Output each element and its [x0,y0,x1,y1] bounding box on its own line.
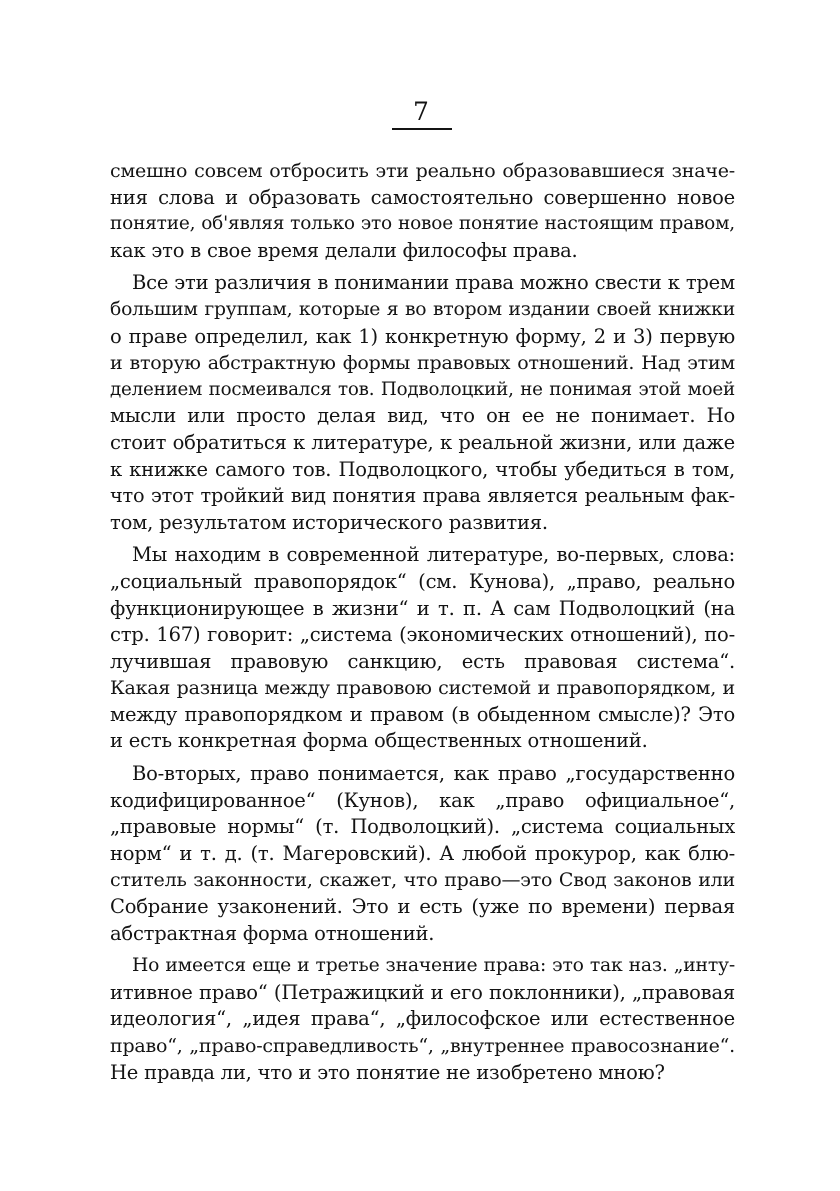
text-line: мысли или просто делая вид, что он ее не понимает. Но [110,404,735,428]
text-line: большим группам, которые я во втором издании своей книжки [110,298,735,320]
text-line: Все эти различия в понимании права можно свести к трем [132,271,735,295]
text-line: абстрактная форма отношений. [110,921,435,945]
text-line: Какая разница между правовою системой и правопорядком, и [110,677,735,700]
text-line: делением посмеивался тов. Подволоцкий, не понимая этой моей [110,378,735,400]
text-line: и вторую абстрактную формы правовых отношений. Над этим [110,352,735,375]
text-line: Собрание узаконений. Это и есть (уже по времени) первая [110,895,735,919]
text-body [110,158,735,1086]
text-line: стр. 167) говорит: „система (экономических отношений), по- [110,623,735,647]
paragraph-3 [110,542,735,755]
text-line: и есть конкретная форма общественных отношений. [110,729,648,753]
text-line: о праве определил, как 1) конкретную форму, 2 и 3) первую [110,324,735,348]
paragraph-2 [110,270,735,536]
page-number-rule [392,128,452,130]
text-line: идеология“, „идея права“, „философское или естественное [110,1007,735,1031]
text-line: между правопорядком и правом (в обыденном смысле)? Это [110,702,735,726]
text-line: ния слова и образовать самостоятельно совершенно новое [110,185,735,209]
text-line: итивное право“ (Петражицкий и его поклонники), „правовая [110,980,735,1004]
text-line: кодифицированное“ (Кунов), как „право официальное“, [110,788,735,812]
text-line: к книжке самого тов. Подволоцкого, чтобы убедиться в том, [110,457,735,481]
text-line: том, результатом исторического развития. [110,510,548,534]
text-line: „правовые нормы“ (т. Подволоцкий). „система социальных [110,815,735,839]
paragraph-4 [110,761,735,947]
text-line: стоит обратиться к литературе, к реальной жизни, или даже [110,430,735,454]
text-line: функционирующее в жизни“ и т. п. А сам Подволоцкий (на [110,596,735,620]
text-line: „социальный правопорядок“ (см. Кунова), „право, реально [110,569,735,593]
paragraph-1 [110,158,735,264]
text-line: норм“ и т. д. (т. Магеровский). А любой прокурор, как блю- [110,841,735,865]
text-line: смешно совсем отбросить эти реально образовавшиеся значе- [110,160,735,182]
text-line: лучившая правовую санкцию, есть правовая система“. [110,649,735,673]
text-line: ститель законности, скажет, что право—это Свод законов или [110,869,735,892]
paragraph-5 [110,953,735,1086]
text-line: Во-вторых, право понимается, как право „государственно [132,762,735,786]
text-line: как это в свое время делали философы права. [110,238,578,262]
text-line: Не правда ли, что и это понятие не изобретено мною? [110,1060,665,1084]
page-number: 7 [413,97,429,126]
text-line: что этот тройкий вид понятия права является реальным фак- [110,484,735,508]
text-line: понятие, об'являя только это новое понятие настоящим правом, [110,213,735,235]
text-line: Мы находим в современной литературе, во-первых, слова: [132,543,735,567]
text-line: Но имеется еще и третье значение права: это так наз. „инту- [132,955,735,977]
text-line: право“, „право-справедливость“, „внутреннее правосознание“. [110,1035,735,1057]
